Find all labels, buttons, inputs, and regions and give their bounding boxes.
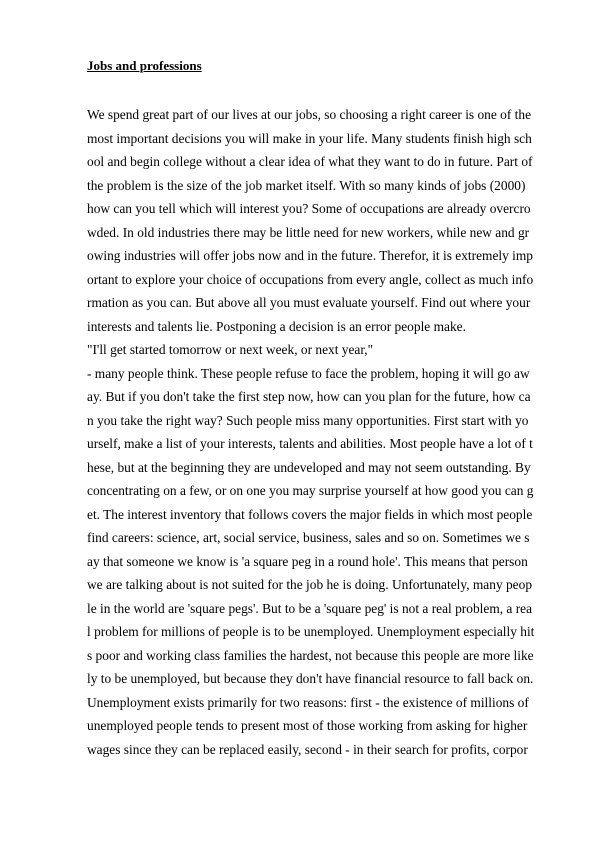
body-line: the problem is the size of the job market itself. With so many kinds of jobs (2000): [87, 177, 526, 193]
document-body: [87, 107, 567, 765]
body-line: owing industries will offer jobs now and in the future. Therefor, it is extremely imp: [87, 248, 533, 263]
body-line: rmation as you can. But above all you must evaluate yourself. Find out where your: [87, 295, 531, 310]
body-line: how can you tell which will interest you? Some of occupations are already overcro: [87, 201, 531, 216]
body-line: n you take the right way? Such people miss many opportunities. First start with yo: [87, 412, 529, 428]
body-line: et. The interest inventory that follows covers the major fields in which most people: [87, 506, 533, 522]
body-line: wded. In old industries there may be little need for new workers, while new and gr: [87, 224, 530, 240]
body-line: hese, but at the beginning they are undeveloped and may not seem outstanding. By: [87, 459, 531, 475]
body-line: le in the world are 'square pegs'. But to be a 'square peg' is not a real problem, a rea: [87, 600, 533, 616]
body-line: wages since they can be replaced easily, second - in their search for profits, corpor: [87, 741, 528, 757]
body-line: Unemployment exists primarily for two reasons: first - the existence of millions of: [87, 694, 529, 710]
body-line: unemployed people tends to present most of those working from asking for higher: [87, 718, 528, 733]
body-line: ay. But if you don't take the first step now, how can you plan for the future, how ca: [87, 389, 531, 404]
body-line: We spend great part of our lives at our jobs, so choosing a right career is one of the: [87, 107, 532, 122]
body-line: l problem for millions of people is to be unemployed. Unemployment especially hit: [87, 624, 535, 639]
body-line: ly to be unemployed, but because they don't have financial resource to fall back on.: [87, 671, 534, 686]
body-line: interests and talents lie. Postponing a decision is an error people make.: [87, 318, 466, 334]
body-line: we are talking about is not suited for the job he is doing. Unfortunately, many peop: [87, 577, 533, 592]
body-line: "I'll get started tomorrow or next week, or next year,": [87, 342, 374, 357]
body-line: concentrating on a few, or on one you may surprise yourself at how good you can g: [87, 483, 534, 498]
body-line: s poor and working class families the hardest, not because this people are more like: [87, 647, 534, 663]
body-line: ay that someone we know is 'a square peg in a round hole'. This means that person: [87, 553, 528, 569]
body-line: ortant to explore your choice of occupations from every angle, collect as much info: [87, 271, 534, 287]
body-line: urself, make a list of your interests, talents and abilities. Most people have a lot of t: [87, 436, 533, 451]
body-line: ool and begin college without a clear idea of what they want to do in future. Part of: [87, 154, 533, 169]
body-line: find careers: science, art, social service, business, sales and so on. Sometimes we s: [87, 530, 530, 545]
body-line: most important decisions you will make in your life. Many students finish high sch: [87, 130, 532, 146]
document-title: Jobs and professions: [87, 58, 202, 73]
body-line: - many people think. These people refuse to face the problem, hoping it will go aw: [87, 365, 530, 381]
